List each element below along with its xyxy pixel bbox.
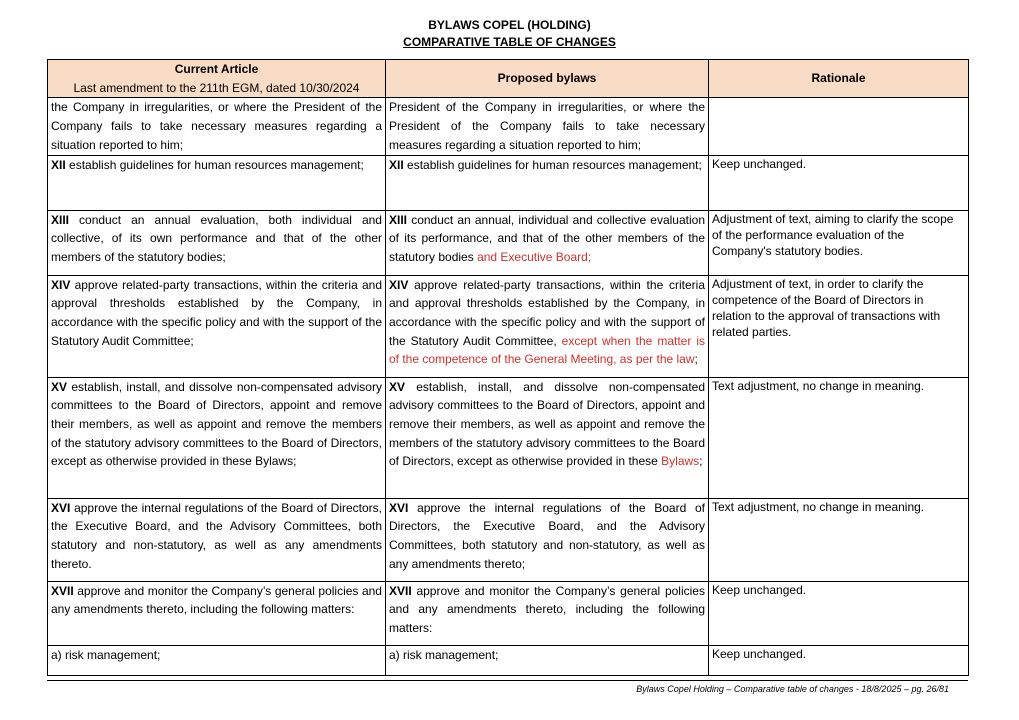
page-footer: Bylaws Copel Holding – Comparative table of changes - 18/8/2025 – pg. 26/81 xyxy=(636,684,949,694)
header-current-article xyxy=(48,60,386,98)
cell-proposed: XVII approve and monitor the Company’s general policies and any amendments thereto, including the following matters: xyxy=(386,581,709,645)
cell-proposed: XVI approve the internal regulations of the Board of Directors, the Executive Board, and the Advisory Committees, both statutory and non-statutory, as well as any amendments thereto; xyxy=(386,498,709,581)
added-text: and Executive Board; xyxy=(477,249,592,264)
header-rationale: Rationale xyxy=(709,60,969,98)
header-current-subtitle: Last amendment to the 211th EGM, dated 10/30/2024 xyxy=(73,80,360,95)
cell-rationale: Text adjustment, no change in meaning. xyxy=(709,377,969,498)
header-current-title: Current Article xyxy=(174,62,259,76)
table-row xyxy=(48,645,969,675)
table-row xyxy=(48,498,969,581)
item-number: XVI xyxy=(51,500,71,515)
item-number: XV xyxy=(51,379,68,394)
cell-current: XV establish, install, and dissolve non-compensated advisory committees to the Board of Directors, appoint and remove their members, as well as appoint and remove the members of the statutory advisory committees to the Board of Directors, except as otherwise provided in these Bylaws; xyxy=(48,377,386,498)
cell-current: XVI approve the internal regulations of the Board of Directors, the Executive Board, and the Advisory Committees, both statutory and non-statutory, as well as any amendments thereto. xyxy=(48,498,386,581)
item-number: XVII xyxy=(389,583,412,598)
document-subtitle: COMPARATIVE TABLE OF CHANGES xyxy=(403,35,616,49)
cell-current: XII establish guidelines for human resources management; xyxy=(48,155,386,210)
cell-rationale: Keep unchanged. xyxy=(709,155,969,210)
cell-current: XIV approve related-party transactions, within the criteria and approval thresholds established by the Company, in accordance with the specific policy and with the support of the Statutory Audit Committee; xyxy=(48,275,386,377)
cell-rationale: Text adjustment, no change in meaning. xyxy=(709,498,969,581)
table-row xyxy=(48,377,969,498)
item-number: XV xyxy=(389,379,406,394)
added-text: Bylaws xyxy=(661,454,700,469)
cell-proposed: XIV approve related-party transactions, within the criteria and approval thresholds established by the Company, in accordance with the specific policy and with the support of the Statutory Audit Committee, except when the matter is of the competence of the General Meeting, as per the law; xyxy=(386,275,709,377)
header-proposed: Proposed bylaws xyxy=(386,60,709,98)
cell-proposed: President of the Company in irregularities, or where the President of the Company fails to take necessary measures regarding a situation reported to him; xyxy=(386,98,709,155)
item-number: XIII xyxy=(51,212,70,227)
cell-proposed: a) risk management; xyxy=(386,645,709,675)
item-number: XVII xyxy=(51,583,74,598)
cell-current: the Company in irregularities, or where the President of the Company fails to take necessary measures regarding a situation reported to him; xyxy=(48,98,386,155)
cell-rationale xyxy=(709,98,969,155)
item-number: XIV xyxy=(389,277,409,292)
added-text: except when the matter is of the competence of the General Meeting, as per the law xyxy=(389,333,705,367)
item-number: XII xyxy=(389,157,404,172)
cell-proposed: XV establish, install, and dissolve non-compensated advisory committees to the Board of Directors, appoint and remove their members, as well as appoint and remove the members of the statutory advisory committees to the Board of Directors, except as otherwise provided in these Bylaws; xyxy=(386,377,709,498)
cell-rationale: Adjustment of text, in order to clarify the competence of the Board of Directors in relation to the approval of transactions with related parties. xyxy=(709,275,969,377)
table-row xyxy=(48,275,969,377)
cell-current: XVII approve and monitor the Company’s general policies and any amendments thereto, including the following matters: xyxy=(48,581,386,645)
cell-rationale: Keep unchanged. xyxy=(709,645,969,675)
cell-current: a) risk management; xyxy=(48,645,386,675)
footer-divider xyxy=(47,680,968,681)
item-number: XIV xyxy=(51,277,71,292)
cell-proposed: XII establish guidelines for human resources management; xyxy=(386,155,709,210)
table-row xyxy=(48,581,969,645)
cell-rationale: Adjustment of text, aiming to clarify the scope of the performance evaluation of the Company's statutory bodies. xyxy=(709,210,969,275)
item-number: XIII xyxy=(389,212,408,227)
page-header xyxy=(0,17,1019,51)
comparative-table xyxy=(47,59,969,676)
document-title: BYLAWS COPEL (HOLDING) xyxy=(428,18,591,32)
cell-proposed: XIII conduct an annual, individual and collective evaluation of its performance, and that of the other members of the statutory bodies and Executive Board; xyxy=(386,210,709,275)
table-row xyxy=(48,155,969,210)
table-row xyxy=(48,210,969,275)
cell-rationale: Keep unchanged. xyxy=(709,581,969,645)
item-number: XII xyxy=(51,157,66,172)
item-number: XVI xyxy=(389,500,409,515)
cell-current: XIII conduct an annual evaluation, both individual and collective, of its own performance and that of the other members of the statutory bodies; xyxy=(48,210,386,275)
table-row xyxy=(48,98,969,155)
table-header-row xyxy=(48,60,969,98)
